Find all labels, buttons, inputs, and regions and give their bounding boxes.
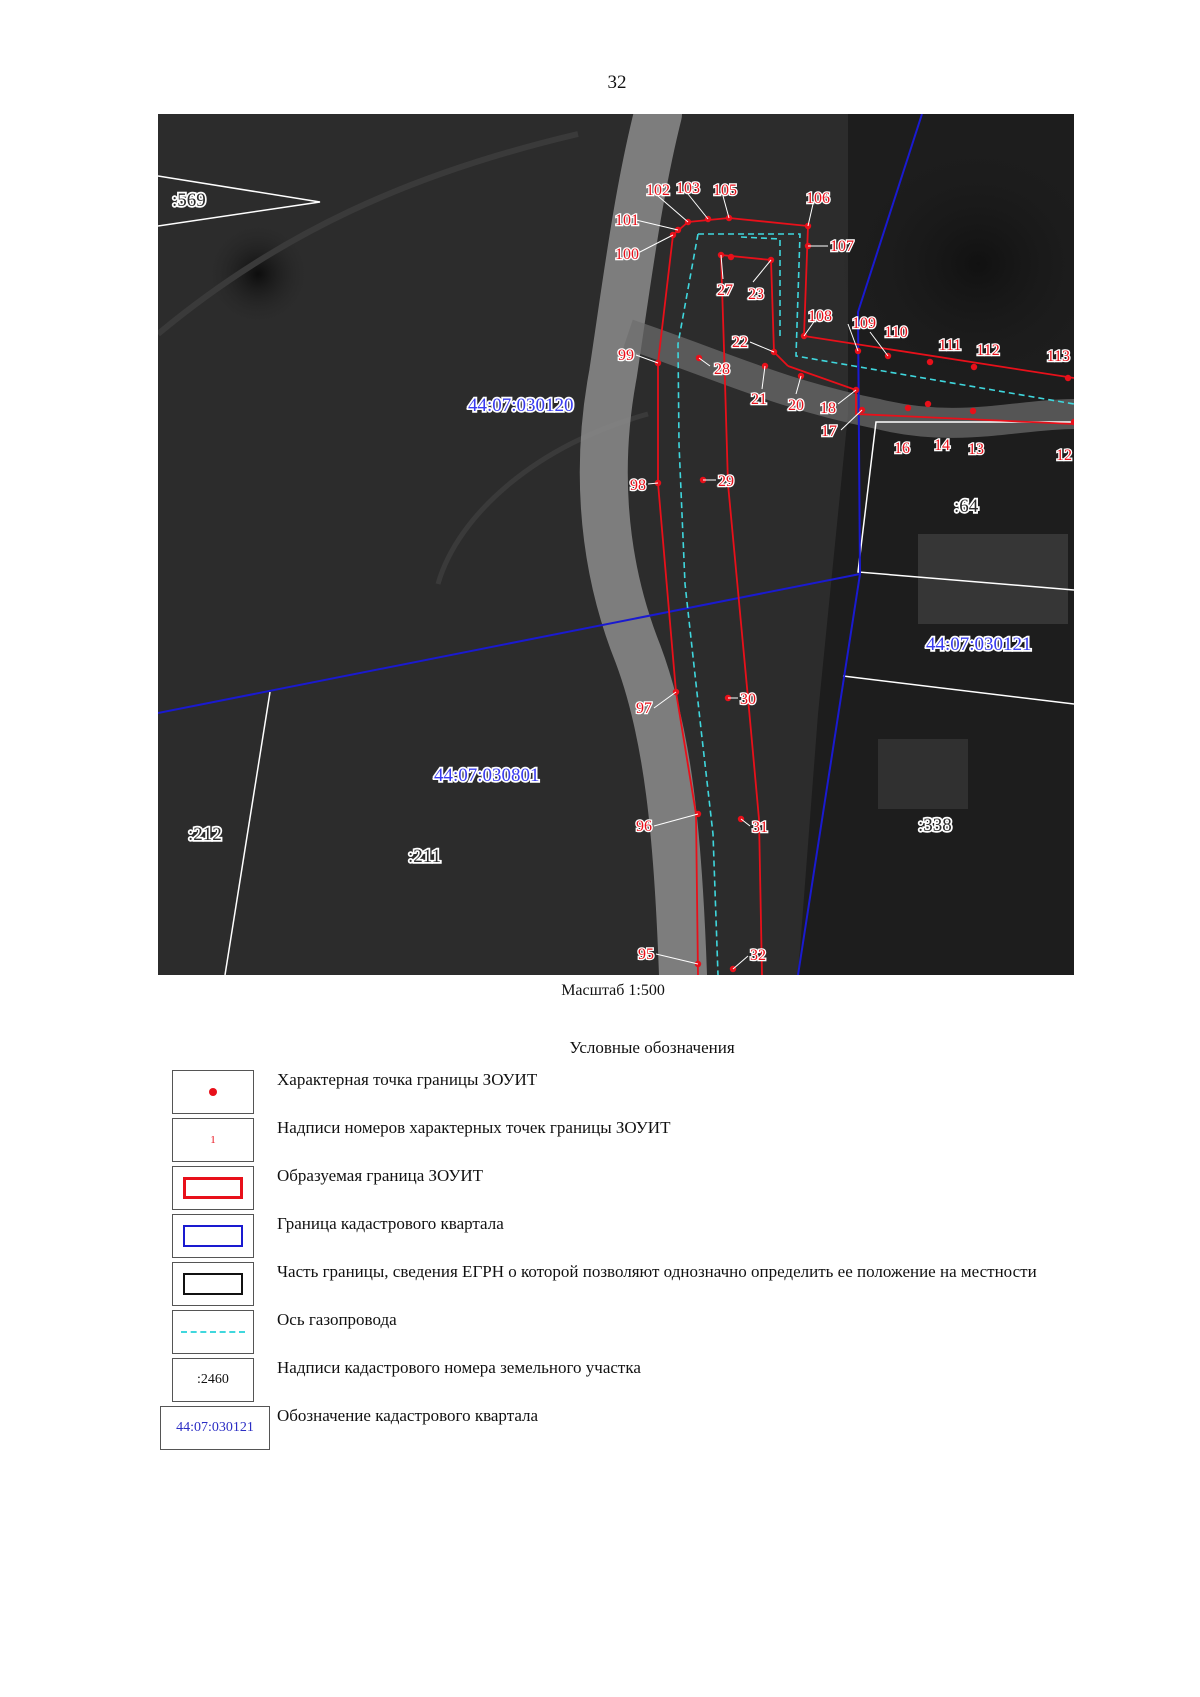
legend-symbol-box: [172, 1262, 254, 1306]
parcel-label: :211: [408, 846, 442, 867]
quarter-label: 44:07:030801: [434, 765, 540, 786]
legend-symbol-box: [172, 1118, 254, 1162]
legend-label: Надписи номеров характерных точек границы ЗОУИТ: [277, 1118, 671, 1137]
blue-rect-icon: [183, 1225, 243, 1247]
point-label: 30: [740, 691, 756, 708]
legend-label: Надписи кадастрового номера земельного участка: [277, 1358, 641, 1377]
point-label: 97: [636, 700, 652, 717]
point-label: 21: [751, 391, 767, 408]
point-label: 103: [676, 180, 700, 197]
point-number-sample: 1: [210, 1134, 216, 1146]
point-label: 16: [894, 440, 910, 457]
point-label: 14: [934, 437, 950, 454]
point-label: 102: [646, 182, 670, 199]
point-label: 32: [750, 947, 766, 964]
quarter-label: 44:07:030120: [468, 395, 574, 416]
parcel-label: :338: [918, 815, 952, 836]
point-label: 20: [788, 397, 804, 414]
red-rect-icon: [183, 1177, 243, 1199]
legend-title: Условные обозначения: [569, 1038, 735, 1057]
point-label: 27: [717, 282, 733, 299]
red-dot-icon: [209, 1088, 217, 1096]
point-label: 95: [638, 946, 654, 963]
map-canvas: [158, 114, 1074, 975]
point-label: 98: [630, 477, 646, 494]
point-label: 96: [636, 818, 652, 835]
point-label: 12: [1056, 447, 1072, 464]
legend-symbol-box: [172, 1070, 254, 1114]
point-label: 99: [618, 347, 634, 364]
point-label: 107: [830, 238, 854, 255]
point-label: 109: [852, 315, 876, 332]
point-label: 13: [968, 441, 984, 458]
house-roof-2: [878, 739, 968, 809]
point-label: 22: [732, 334, 748, 351]
point-label: 28: [714, 361, 730, 378]
legend-symbol-box: [172, 1166, 254, 1210]
point-label: 29: [718, 473, 734, 490]
point-label: 18: [820, 400, 836, 417]
legend-symbol-box: [172, 1310, 254, 1354]
quarter-label: 44:07:030121: [926, 634, 1032, 655]
parcel-number-sample: :2460: [197, 1372, 229, 1387]
legend-symbol-box: [172, 1358, 254, 1402]
point-label: 17: [821, 423, 837, 440]
cyan-dash-icon: [181, 1331, 245, 1333]
parcel-label: :212: [188, 824, 222, 845]
point-label: 111: [938, 337, 962, 354]
legend-label: Часть границы, сведения ЕГРН о которой позволяют однозначно определить ее положение на местности: [277, 1262, 1037, 1281]
point-label: 23: [748, 286, 764, 303]
black-rect-icon: [183, 1273, 243, 1295]
map-view[interactable]: [158, 114, 1074, 975]
page-number: 32: [607, 72, 627, 93]
legend-label: Характерная точка границы ЗОУИТ: [277, 1070, 538, 1089]
legend-symbol-box: [160, 1406, 270, 1450]
point-label: 100: [615, 246, 639, 263]
point-label: 108: [808, 308, 832, 325]
legend-label: Ось газопровода: [277, 1310, 397, 1329]
legend-label: Граница кадастрового квартала: [277, 1214, 504, 1233]
legend-label: Обозначение кадастрового квартала: [277, 1406, 539, 1425]
point-label: 110: [884, 324, 908, 341]
legend-label: Образуемая граница ЗОУИТ: [277, 1166, 484, 1185]
quarter-number-sample: 44:07:030121: [176, 1420, 254, 1435]
scale-label: Масштаб 1:500: [561, 982, 665, 999]
point-label: 105: [713, 182, 737, 199]
point-label: 106: [806, 190, 830, 207]
parcel-label: :569: [172, 190, 206, 211]
point-label: 31: [752, 819, 768, 836]
point-label: 112: [976, 342, 1000, 359]
parcel-label: :64: [954, 496, 979, 517]
legend-symbol-box: [172, 1214, 254, 1258]
point-label: 101: [615, 212, 639, 229]
point-label: 113: [1046, 348, 1070, 365]
